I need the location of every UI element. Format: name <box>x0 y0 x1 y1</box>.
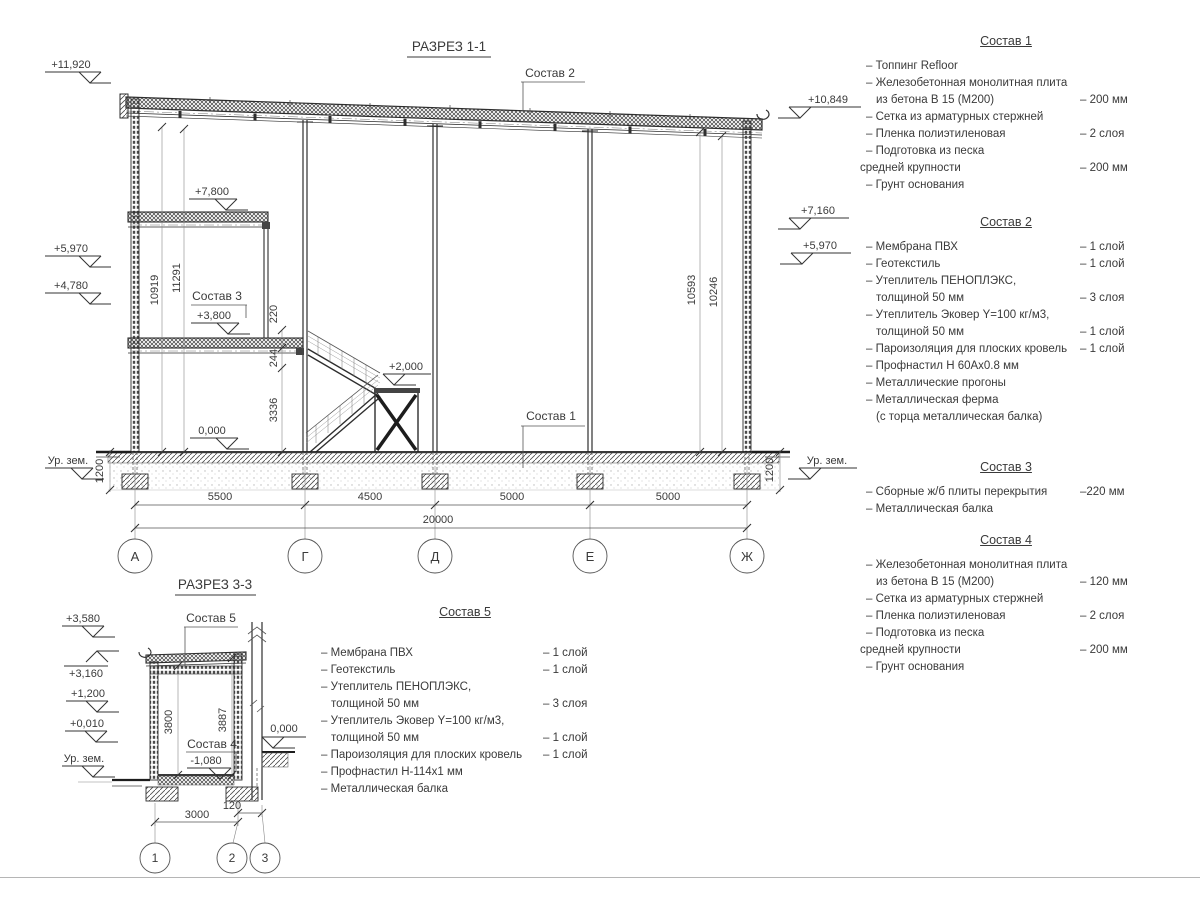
spec-item-value: – 3 слоя <box>1080 292 1125 304</box>
elevation-marks-inner <box>189 199 431 449</box>
elev-5970-right: +5,970 <box>803 240 837 252</box>
spec-item-value <box>1080 358 1152 375</box>
spec-item-value <box>1080 659 1152 676</box>
spec-row <box>860 75 1152 92</box>
spec-item-text: толщиной 50 мм <box>331 698 420 710</box>
axis-e: Е <box>585 549 595 564</box>
spec-item-value <box>1080 58 1152 75</box>
spec-item-value <box>1080 307 1152 324</box>
spec-item-text: – Грунт основания <box>866 661 965 673</box>
spec-item-value <box>543 713 615 730</box>
spec-block-sostav-1 <box>860 33 1152 194</box>
s3-elev-0000: 0,000 <box>270 723 298 735</box>
axis-a: А <box>130 549 140 564</box>
spec-item-text: из бетона В 15 (М200) <box>876 94 995 106</box>
spec-item-value <box>1080 625 1152 642</box>
s3-ground-level: Ур. зем. <box>63 753 105 765</box>
spec-row <box>860 358 1152 375</box>
elev-4780: +4,780 <box>54 280 88 292</box>
section-1-1-title: РАЗРЕЗ 1-1 <box>411 39 487 54</box>
s3-wall-left <box>150 662 158 780</box>
spec-row <box>860 625 1152 642</box>
spec-item-text: – Металлическая ферма <box>866 394 999 406</box>
spec-item-text: средней крупности <box>860 644 961 656</box>
vdim-11291: 11291 <box>171 263 183 293</box>
hdim-5500: 5500 <box>207 491 233 503</box>
spec-item-text: – Пленка полиэтиленовая <box>866 128 1006 140</box>
label-sostav-5: Состав 5 <box>186 611 236 625</box>
label-sostav-3: Состав 3 <box>192 289 242 303</box>
spec-item-text: – Железобетонная монолитная плита <box>866 559 1068 571</box>
spec-item-value <box>1080 143 1152 160</box>
elev-5970-left: +5,970 <box>54 243 88 255</box>
s3-elev-3580: +3,580 <box>66 613 100 625</box>
spec-item-text: – Сетка из арматурных стержней <box>866 111 1044 123</box>
axis-zh: Ж <box>740 549 754 564</box>
spec-row <box>860 177 1152 194</box>
spec-item-value: – 1 слой <box>1080 241 1125 253</box>
wall-right <box>743 121 751 452</box>
spec-row <box>315 747 615 764</box>
spec-item-value: – 1 слой <box>543 732 588 744</box>
spec-item-text: толщиной 50 мм <box>876 292 965 304</box>
wall-left <box>131 99 139 452</box>
spec-item-text: – Мембрана ПВХ <box>866 241 958 253</box>
axis-bubbles <box>118 539 764 573</box>
spec-row <box>860 92 1152 109</box>
vdim-220: 220 <box>268 304 280 324</box>
spec-item-text: – Геотекстиль <box>866 258 941 270</box>
spec-row <box>860 484 1152 501</box>
spec-row <box>860 557 1152 574</box>
spec-item-value <box>1080 591 1152 608</box>
elev-2000: +2,000 <box>389 361 423 373</box>
s3-elev-0010: +0,010 <box>70 718 104 730</box>
spec-item-text: – Пароизоляция для плоских кровель <box>321 749 523 761</box>
spec-item-value <box>543 764 615 781</box>
s3-vdim-3800: 3800 <box>163 709 175 735</box>
spec-item-value: –220 мм <box>1080 486 1125 498</box>
spec-item-text: – Подготовка из песка <box>866 627 985 639</box>
spec-row <box>860 642 1152 659</box>
staircase <box>306 331 420 452</box>
spec-row <box>860 659 1152 676</box>
roof <box>120 94 769 138</box>
spec-item-text: – Топпинг Refloor <box>866 60 958 72</box>
vdim-1200-left: 1200 <box>94 458 106 484</box>
spec-row <box>860 58 1152 75</box>
label-sostav-1: Состав 1 <box>526 409 576 423</box>
spec-block-sostav-2 <box>860 214 1152 426</box>
s3-hdim-120: 120 <box>222 800 242 812</box>
spec-block-sostav-5 <box>315 604 615 798</box>
spec-row <box>860 574 1152 591</box>
spec-item-value <box>1080 557 1152 574</box>
elev-7160: +7,160 <box>801 205 835 217</box>
spec-title: Состав 3 <box>980 460 1032 474</box>
ground-level-left: Ур. зем. <box>47 455 89 467</box>
spec-item-value: – 1 слой <box>543 749 588 761</box>
elev-10849: +10,849 <box>807 94 849 106</box>
spec-item-value: – 1 слой <box>1080 343 1125 355</box>
spec-row <box>315 781 615 798</box>
spec-row <box>315 764 615 781</box>
spec-item-value <box>1080 109 1152 126</box>
spec-row <box>860 256 1152 273</box>
spec-item-value: – 1 слой <box>543 664 588 676</box>
spec-title: Состав 2 <box>980 215 1032 229</box>
columns <box>297 120 598 452</box>
spec-block-sostav-3 <box>860 459 1152 518</box>
spec-row <box>315 730 615 747</box>
spec-row <box>315 713 615 730</box>
spec-row <box>860 160 1152 177</box>
ground-floor <box>96 452 790 490</box>
spec-item-value <box>1080 501 1152 518</box>
vdim-1200-right: 1200 <box>764 457 776 483</box>
spec-item-value <box>543 781 615 798</box>
elev-11920: +11,920 <box>51 59 91 71</box>
s3-elev-1200: +1,200 <box>71 688 105 700</box>
hdim-5000-2: 5000 <box>655 491 681 503</box>
section-3-3-view <box>62 577 306 873</box>
spec-item-value: – 3 слоя <box>543 698 588 710</box>
spec-item-value <box>1080 177 1152 194</box>
s3-axis-2: 2 <box>228 851 236 865</box>
hdim-20000: 20000 <box>422 514 454 526</box>
spec-item-text: толщиной 50 мм <box>876 326 965 338</box>
vdim-10593: 10593 <box>686 274 698 306</box>
spec-item-text: – Металлическая балка <box>866 503 994 515</box>
spec-row <box>860 307 1152 324</box>
spec-item-value: – 200 мм <box>1080 644 1128 656</box>
elev-7800: +7,800 <box>195 186 229 198</box>
spec-row <box>860 392 1152 409</box>
spec-row <box>860 126 1152 143</box>
vdim-244: 244 <box>268 348 280 368</box>
spec-item-text: – Утеплитель ПЕНОПЛЭКС, <box>321 681 472 693</box>
spec-row <box>860 324 1152 341</box>
elevation-marks-left <box>45 72 111 479</box>
spec-row <box>860 591 1152 608</box>
label-sostav-4: Состав 4 <box>187 737 237 751</box>
section-1-1-view <box>45 39 861 573</box>
s3-vdim-3887: 3887 <box>217 707 229 733</box>
spec-item-text: – Геотекстиль <box>321 664 396 676</box>
spec-row <box>860 239 1152 256</box>
spec-item-value: – 1 слой <box>1080 326 1125 338</box>
ground-level-right: Ур. зем. <box>806 455 848 467</box>
spec-item-text: – Мембрана ПВХ <box>321 647 413 659</box>
axis-d: Д <box>430 549 440 564</box>
spec-block-sostav-4 <box>860 532 1152 676</box>
vdim-10919: 10919 <box>149 274 161 306</box>
section-3-3-title: РАЗРЕЗ 3-3 <box>177 577 253 592</box>
spec-row <box>860 143 1152 160</box>
spec-item-text: – Металлическая балка <box>321 783 449 795</box>
spec-item-text: – Пароизоляция для плоских кровель <box>866 343 1068 355</box>
s3-elev-3160: +3,160 <box>69 668 103 680</box>
spec-item-value: – 200 мм <box>1080 94 1128 106</box>
spec-item-value <box>1080 75 1152 92</box>
spec-item-text: – Сетка из арматурных стержней <box>866 593 1044 605</box>
spec-item-text: – Грунт основания <box>866 179 965 191</box>
hdim-5000-1: 5000 <box>499 491 525 503</box>
spec-item-value <box>1080 273 1152 290</box>
axis-g: Г <box>301 549 309 564</box>
spec-item-text: (с торца металлическая балка) <box>876 411 1043 423</box>
spec-item-value: – 2 слоя <box>1080 128 1125 140</box>
spec-item-value: – 2 слоя <box>1080 610 1125 622</box>
spec-item-value: – 1 слой <box>543 647 588 659</box>
spec-item-text: – Утеплитель Эковер Y=100 кг/м3, <box>321 715 505 727</box>
spec-row <box>860 341 1152 358</box>
spec-item-text: средней крупности <box>860 162 961 174</box>
sheet-edge-line <box>0 877 1200 878</box>
spec-title: Состав 4 <box>980 533 1032 547</box>
spec-item-text: – Сборные ж/б плиты перекрытия <box>866 486 1048 498</box>
spec-item-text: толщиной 50 мм <box>331 732 420 744</box>
spec-row <box>860 290 1152 307</box>
spec-row <box>860 501 1152 518</box>
s3-axis-1: 1 <box>151 851 159 865</box>
spec-row <box>315 662 615 679</box>
spec-item-text: – Профнастил Н 60Ах0.8 мм <box>866 360 1019 372</box>
spec-item-value <box>1080 409 1152 426</box>
elev-3800: +3,800 <box>197 310 231 322</box>
s3-wall-right <box>234 654 242 780</box>
spec-title: Состав 1 <box>980 34 1032 48</box>
s3-elev-minus-1080: -1,080 <box>190 755 222 767</box>
spec-row <box>860 109 1152 126</box>
spec-row <box>315 679 615 696</box>
spec-row <box>860 608 1152 625</box>
label-sostav-2: Состав 2 <box>525 66 575 80</box>
spec-item-text: – Металлические прогоны <box>866 377 1006 389</box>
s3-axis-3: 3 <box>261 851 269 865</box>
spec-item-text: – Утеплитель Эковер Y=100 кг/м3, <box>866 309 1050 321</box>
spec-item-value: – 120 мм <box>1080 576 1128 588</box>
elevation-marks-right <box>778 107 861 479</box>
vdim-10246: 10246 <box>708 276 720 308</box>
elev-0000: 0,000 <box>198 425 226 437</box>
spec-item-text: – Утеплитель ПЕНОПЛЭКС, <box>866 275 1017 287</box>
spec-item-text: из бетона В 15 (М200) <box>876 576 995 588</box>
hdim-4500: 4500 <box>357 491 383 503</box>
spec-item-text: – Подготовка из песка <box>866 145 985 157</box>
s3-bottom-dims <box>140 800 280 873</box>
spec-item-value <box>1080 375 1152 392</box>
spec-row <box>315 696 615 713</box>
spec-row <box>860 375 1152 392</box>
spec-item-text: – Железобетонная монолитная плита <box>866 77 1068 89</box>
vdim-3336: 3336 <box>268 397 280 423</box>
s3-hdim-3000: 3000 <box>184 809 210 821</box>
spec-row <box>860 409 1152 426</box>
spec-item-text: – Профнастил Н-114х1 мм <box>321 766 463 778</box>
spec-item-value <box>543 679 615 696</box>
spec-item-text: – Пленка полиэтиленовая <box>866 610 1006 622</box>
spec-row <box>860 273 1152 290</box>
spec-item-value: – 1 слой <box>1080 258 1125 270</box>
spec-row <box>315 645 615 662</box>
spec-item-value: – 200 мм <box>1080 162 1128 174</box>
spec-title: Состав 5 <box>439 605 491 619</box>
spec-item-value <box>1080 392 1152 409</box>
